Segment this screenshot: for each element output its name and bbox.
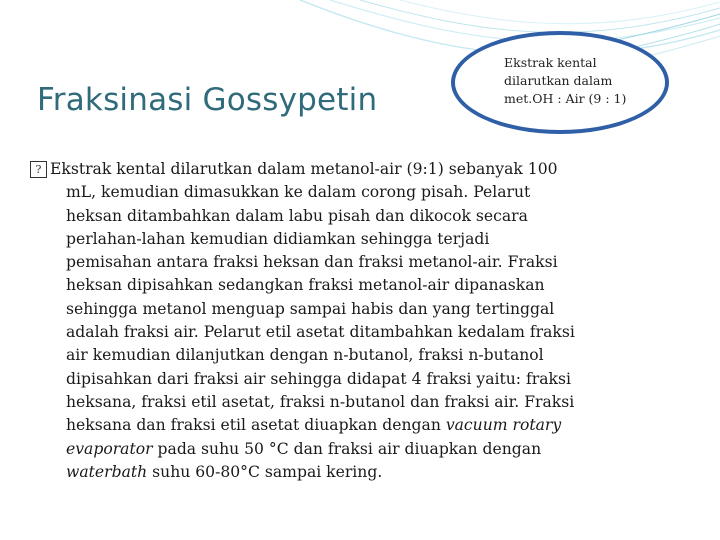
body-line-11: heksana, fraksi etil asetat, fraksi n-butanol dan fraksi air. Fraksi xyxy=(66,392,575,411)
body-line-6: heksan dipisahkan sedangkan fraksi metanol-air dipanaskan xyxy=(66,276,545,295)
body-line-2: mL, kemudian dimasukkan ke dalam corong pisah. Pelarut xyxy=(66,183,531,202)
body-continuation xyxy=(30,181,680,484)
body-line-14-text: suhu 60-80°C sampai kering. xyxy=(147,462,383,481)
body-line-4: perlahan-lahan kemudian didiamkan sehingga terjadi xyxy=(66,229,490,248)
callout-line-2: dilarutkan dalam xyxy=(504,73,613,88)
body-line-14 xyxy=(66,461,680,484)
body-line-7: sehingga metanol menguap sampai habis dan yang tertinggal xyxy=(66,299,555,318)
body-line-13-italic: evaporator xyxy=(66,439,153,458)
slide-title: Fraksinasi Gossypetin xyxy=(37,82,378,118)
body-line-1: Ekstrak kental dilarutkan dalam metanol-air (9:1) sebanyak 100 xyxy=(50,160,558,178)
callout-text xyxy=(504,54,664,108)
body-line-14-italic: waterbath xyxy=(66,462,148,481)
body-line-13 xyxy=(66,438,680,461)
body-line-12-italic: vacuum rotary xyxy=(445,416,562,435)
body-line-3: heksan ditambahkan dalam labu pisah dan dikocok secara xyxy=(66,206,528,225)
body-line-12 xyxy=(66,414,680,437)
body-line-8: adalah fraksi air. Pelarut etil asetat ditambahkan kedalam fraksi xyxy=(66,323,575,342)
body-line-12-text: heksana dan fraksi etil asetat diuapkan dengan xyxy=(66,416,446,435)
body-line-9: air kemudian dilanjutkan dengan n-butanol, fraksi n-butanol xyxy=(66,346,544,365)
body-line-5: pemisahan antara fraksi heksan dan fraksi metanol-air. Fraksi xyxy=(66,253,558,272)
replacement-glyph-icon: ? xyxy=(30,161,47,178)
body-paragraph xyxy=(30,158,680,484)
body-line-13-text: pada suhu 50 °C dan fraksi air diuapkan dengan xyxy=(152,439,542,458)
bullet-first-line xyxy=(30,158,680,181)
callout-line-1: Ekstrak kental xyxy=(504,55,597,70)
callout-line-3: met.OH : Air (9 : 1) xyxy=(504,91,627,106)
body-line-10: dipisahkan dari fraksi air sehingga didapat 4 fraksi yaitu: fraksi xyxy=(66,369,571,388)
